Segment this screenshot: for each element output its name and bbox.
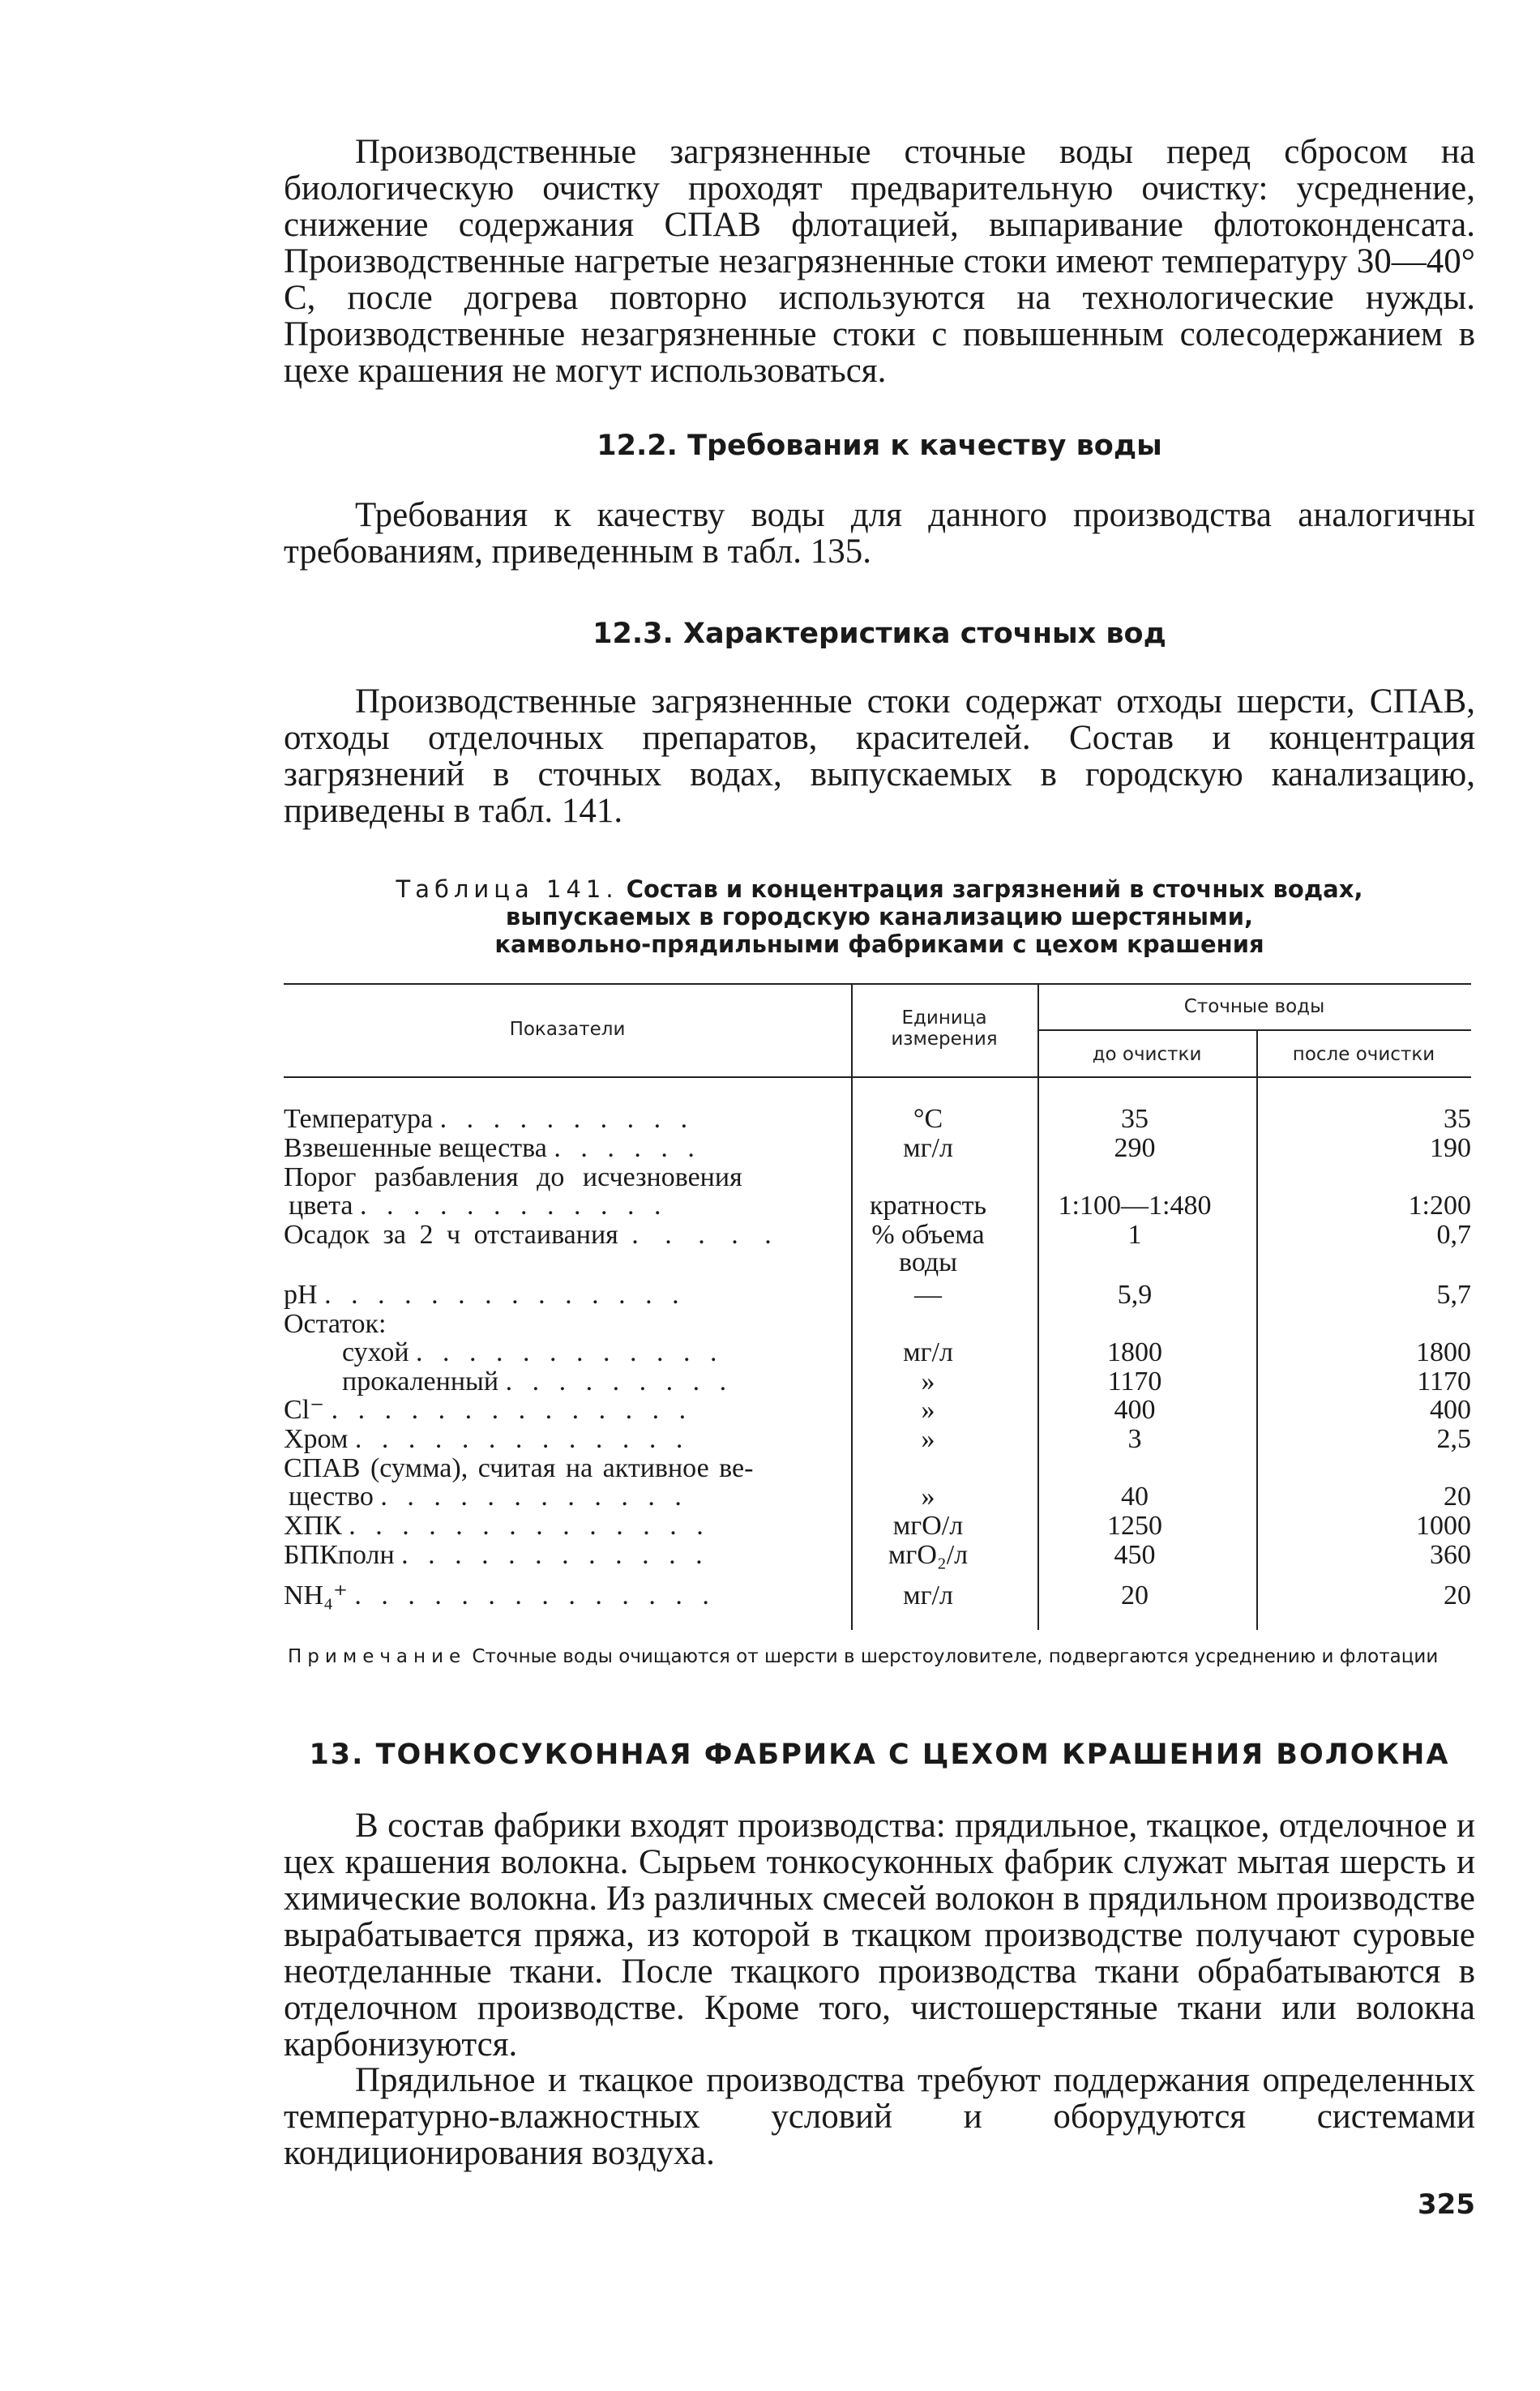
- row-label: Порог разбавления до исчезновения: [284, 1163, 742, 1192]
- header-after: после очистки: [1292, 1044, 1435, 1065]
- row-unit: кратность: [869, 1191, 987, 1221]
- row-before: 3: [1127, 1424, 1142, 1454]
- row-before: 400: [1114, 1395, 1156, 1425]
- table-top-rule: [284, 983, 1471, 985]
- row-label: Температура . . . . . . . . . .: [284, 1105, 695, 1134]
- data-table: [284, 983, 1471, 1630]
- section-12-3-text: Производственные загрязненные стоки содержат отходы шерсти, СПАВ, отходы отделочных препаратов, красителей. Состав и концентрация загрязнений в сточных водах, выпускаемых в городскую канализацию, приведены в табл. 141.: [284, 682, 1475, 830]
- row-label: щество . . . . . . . . . . . .: [289, 1482, 688, 1512]
- table-caption-label: Таблица 141.: [396, 875, 618, 903]
- row-after: 400: [1430, 1395, 1471, 1425]
- row-before: 1250: [1107, 1511, 1162, 1541]
- table-note: [288, 1645, 1475, 1668]
- row-label: СПАВ (сумма), считая на активное ве-: [284, 1454, 754, 1483]
- header-unit: Единица измерения: [891, 1007, 998, 1050]
- row-after: 1:200: [1408, 1191, 1471, 1221]
- table-caption-line2: выпускаемых в городскую канализацию шерстяными,: [505, 903, 1254, 930]
- section-13-paragraph-1: В состав фабрики входят производства: прядильное, ткацкое, отделочное и цех крашения волокна. Сырьем тонкосуконных фабрик служат мытая шерсть и химические волокна. Из различных смесей волокон в прядильном производстве вырабатывается пряжа, из которой в ткацком производстве получают суровые неотделанные ткани. После ткацкого производства ткани обрабатываются в отделочном производстве. Кроме того, чистошерстяные ткани или волокна карбонизуются.: [284, 1807, 1475, 2064]
- row-unit: мг/л: [903, 1580, 953, 1610]
- row-unit: —: [914, 1280, 942, 1310]
- row-unit: мг/л: [903, 1133, 953, 1163]
- section-12-2-heading: 12.2. Требования к качеству воды: [597, 430, 1162, 462]
- row-after: 0,7: [1436, 1220, 1471, 1250]
- header-indicators: Показатели: [509, 1019, 626, 1040]
- row-after: 35: [1444, 1104, 1471, 1134]
- row-before: 40: [1121, 1482, 1149, 1512]
- table-note-text: Сточные воды очищаются от шерсти в шерстоуловителе, подвергаются усреднению и флотации: [472, 1646, 1439, 1667]
- row-label: ХПК . . . . . . . . . . . . . .: [284, 1512, 710, 1541]
- row-label: сухой . . . . . . . . . . . .: [342, 1338, 724, 1367]
- row-after: 190: [1430, 1133, 1471, 1163]
- row-before: 1: [1127, 1220, 1142, 1250]
- table-caption: [340, 875, 1418, 958]
- header-wastewater: Сточные воды: [1183, 996, 1325, 1017]
- row-before: 35: [1121, 1104, 1149, 1134]
- header-before: до очистки: [1092, 1044, 1202, 1065]
- row-before: 1170: [1107, 1367, 1162, 1397]
- row-label: Осадок за 2 ч отстаивания . . . . .: [284, 1221, 778, 1250]
- row-label: NH₄⁺ . . . . . . . . . . . . . .: [284, 1581, 716, 1610]
- row-label: Cl⁻ . . . . . . . . . . . . . .: [284, 1396, 693, 1425]
- table-caption-line3: камвольно-прядильными фабриками с цехом крашения: [494, 930, 1264, 958]
- row-unit: % объема: [871, 1220, 985, 1250]
- row-after: 5,7: [1436, 1280, 1471, 1310]
- row-unit: мгO₂/л: [888, 1540, 969, 1570]
- row-label: цвета . . . . . . . . . . . .: [289, 1191, 668, 1221]
- row-before: 1:100—1:480: [1058, 1191, 1212, 1221]
- table-note-label: Примечание: [288, 1646, 467, 1667]
- row-label: прокаленный . . . . . . . . .: [342, 1367, 734, 1397]
- row-after: 2,5: [1436, 1424, 1471, 1454]
- row-label: Хром . . . . . . . . . . . . .: [284, 1425, 690, 1454]
- row-unit: мгO/л: [892, 1511, 964, 1541]
- row-after: 20: [1444, 1580, 1471, 1610]
- row-unit: мг/л: [903, 1337, 953, 1367]
- row-after: 1800: [1416, 1337, 1471, 1367]
- table-subheader-rule: [1037, 1029, 1471, 1031]
- row-unit: °C: [913, 1104, 943, 1134]
- row-before: 290: [1114, 1133, 1156, 1163]
- row-unit: »: [921, 1482, 935, 1512]
- row-label: Остаток:: [284, 1310, 387, 1339]
- row-unit: воды: [899, 1247, 957, 1277]
- section-12-2-text: Требования к качеству воды для данного производства аналогичны требованиям, приведенным в табл. 135.: [284, 496, 1475, 571]
- table-caption-line1: Состав и концентрация загрязнений в сточных водах,: [626, 875, 1363, 903]
- row-label: БПКполн . . . . . . . . . . . .: [284, 1541, 709, 1570]
- section-13-heading: 13. ТОНКОСУКОННАЯ ФАБРИКА С ЦЕХОМ КРАШЕНИЯ ВОЛОКНА: [309, 1739, 1450, 1771]
- row-unit: »: [921, 1367, 935, 1397]
- row-after: 360: [1430, 1540, 1471, 1570]
- row-after: 20: [1444, 1482, 1471, 1512]
- row-before: 20: [1121, 1580, 1149, 1610]
- intro-paragraph: Производственные загрязненные сточные воды перед сбросом на биологическую очистку проходят предварительную очистку: усреднение, снижение содержания СПАВ флотацией, выпаривание флотоконденсата. Производственные нагретые незагрязненные стоки имеют температуру 30—40° С, после догрева повторно используются на технологические нужды. Производственные незагрязненные стоки с повышенным солесодержанием в цехе крашения не могут использоваться.: [284, 133, 1475, 390]
- page-number: 325: [1418, 2188, 1475, 2221]
- row-before: 1800: [1107, 1337, 1162, 1367]
- row-after: 1170: [1417, 1367, 1471, 1397]
- row-label: pH . . . . . . . . . . . . . .: [284, 1281, 686, 1310]
- row-before: 5,9: [1117, 1280, 1153, 1310]
- row-unit: »: [921, 1395, 935, 1425]
- row-label: Взвешенные вещества . . . . . .: [284, 1134, 701, 1163]
- row-before: 450: [1114, 1540, 1156, 1570]
- section-12-3-heading: 12.3. Характеристика сточных вод: [592, 618, 1166, 650]
- row-after: 1000: [1416, 1511, 1471, 1541]
- row-unit: »: [921, 1424, 935, 1454]
- section-13-paragraph-2: Прядильное и ткацкое производства требуют поддержания определенных температурно-влажностных условий и оборудуются системами кондиционирования воздуха.: [284, 2061, 1475, 2172]
- table-header-bottom-rule: [284, 1076, 1471, 1078]
